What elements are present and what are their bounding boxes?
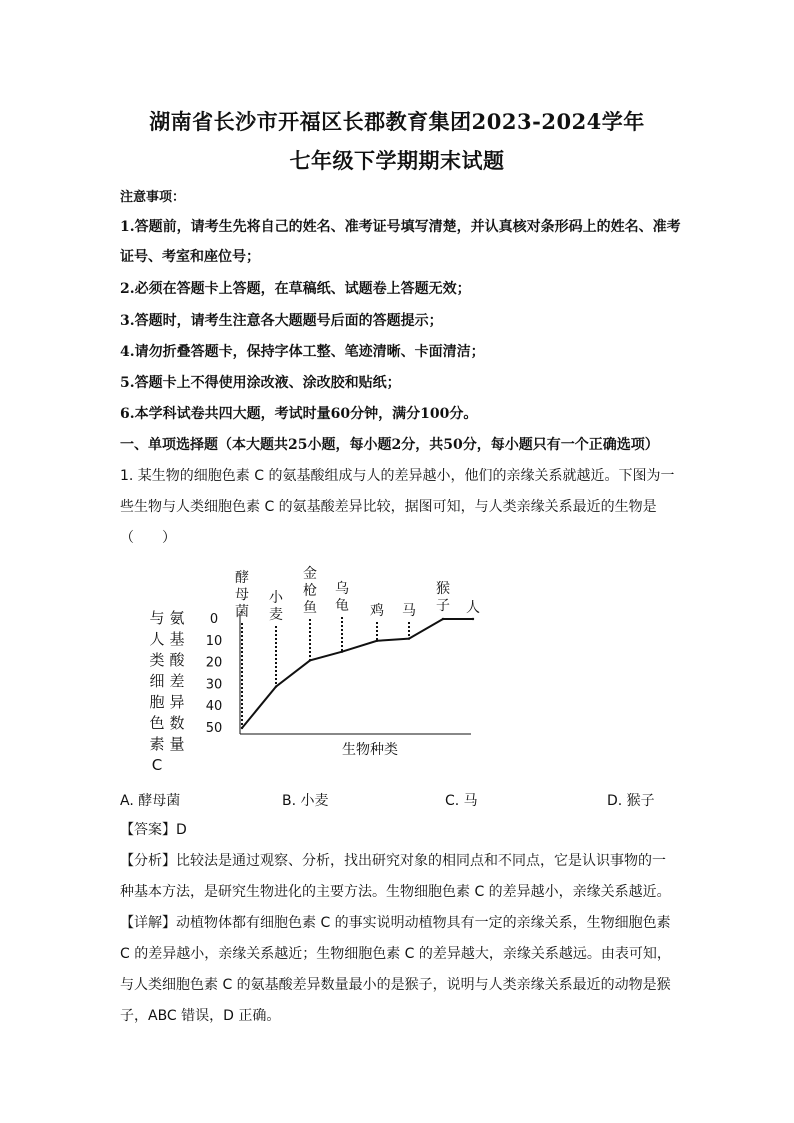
question-1-line3: （ ） xyxy=(120,530,176,546)
amino-acid-difference-chart xyxy=(140,560,490,770)
y-axis-title xyxy=(149,609,185,770)
category-label: 枪 xyxy=(303,583,317,599)
category-label: 酵 xyxy=(235,570,249,586)
category-label: 龟 xyxy=(335,598,349,614)
data-point xyxy=(472,618,474,620)
data-point xyxy=(309,659,311,661)
category-label: 小 xyxy=(269,590,283,606)
data-point xyxy=(275,685,277,687)
y-axis-title-char: 数 xyxy=(169,714,185,732)
y-tick-label: 20 xyxy=(205,655,223,671)
exam-title-line2: 七年级下学期期末试题 xyxy=(289,148,505,173)
data-point xyxy=(341,651,343,653)
y-tick-label: 40 xyxy=(205,699,223,715)
option-b[interactable]: B. 小麦 xyxy=(282,793,329,809)
y-axis-title-char: 类 xyxy=(149,651,165,669)
category-label: 菌 xyxy=(235,604,249,620)
detail-line2: C 的差异越小，亲缘关系越近；生物细胞色素 C 的差异越大，亲缘关系越远。由表可知， xyxy=(120,946,671,962)
detail-line3: 与人类细胞色素 C 的氨基酸差异数量最小的是猴子，说明与人类亲缘关系最近的动物是猴 xyxy=(120,977,671,993)
y-axis-title-char: C xyxy=(151,756,163,770)
category-label: 乌 xyxy=(335,581,349,597)
y-axis-title-char: 与 xyxy=(149,609,165,627)
data-point xyxy=(442,618,444,620)
analysis-line1: 【分析】比较法是通过观察、分析，找出研究对象的相同点和不同点，它是认识事物的一 xyxy=(120,853,666,869)
notice-1: 1.答题前，请考生先将自己的姓名、准考证号填写清楚，并认真核对条形码上的姓名、准考 xyxy=(120,219,681,235)
category-label: 子 xyxy=(436,598,450,614)
category-label: 鱼 xyxy=(303,600,317,616)
detail-line4: 子，ABC 错误，D 正确。 xyxy=(120,1008,281,1024)
y-axis-title-char: 胞 xyxy=(149,693,165,711)
category-label: 人 xyxy=(466,600,480,616)
y-axis-title-char: 氨 xyxy=(169,609,185,627)
y-axis-title-char: 细 xyxy=(149,672,165,690)
data-point xyxy=(376,640,378,642)
analysis-line2: 种基本方法，是研究生物进化的主要方法。生物细胞色素 C 的差异越小，亲缘关系越近。 xyxy=(120,884,671,900)
y-axis-title-char: 基 xyxy=(169,630,185,648)
category-label: 马 xyxy=(402,603,416,619)
category-label: 麦 xyxy=(269,607,283,623)
y-tick-label: 0 xyxy=(209,612,219,627)
data-point xyxy=(408,637,410,639)
y-axis-title-char: 酸 xyxy=(169,651,185,669)
x-axis-title: 生物种类 xyxy=(342,742,398,758)
category-label: 鸡 xyxy=(370,603,384,619)
y-axis-title-char: 量 xyxy=(169,735,185,753)
y-tick-label: 50 xyxy=(205,721,223,736)
y-axis-title-char: 异 xyxy=(169,693,185,711)
question-1-line1: 1. 某生物的细胞色素 C 的氨基酸组成与人的差异越小，他们的亲缘关系就越近。下图为一 xyxy=(120,468,675,484)
category-label: 猴 xyxy=(436,581,450,597)
notice-5: 5.答题卡上不得使用涂改液、涂改胶和贴纸； xyxy=(120,375,401,391)
answer-line: 【答案】D xyxy=(120,822,187,838)
notice-2: 2.必须在答题卡上答题，在草稿纸、试题卷上答题无效； xyxy=(120,281,471,297)
detail-line1: 【详解】动植物体都有细胞色素 C 的事实说明动植物具有一定的亲缘关系，生物细胞色素 xyxy=(120,915,671,931)
notice-4: 4.请勿折叠答题卡，保持字体工整、笔迹清晰、卡面清洁； xyxy=(120,344,485,360)
category-labels xyxy=(235,566,480,623)
option-d[interactable]: D. 猴子 xyxy=(607,793,655,809)
exam-title-line1: 湖南省长沙市开福区长郡教育集团2023-2024学年 xyxy=(149,109,645,134)
drop-lines xyxy=(242,617,409,728)
y-axis-title-char: 色 xyxy=(149,714,165,732)
notice-3: 3.答题时，请考生注意各大题题号后面的答题提示； xyxy=(120,313,443,329)
category-label: 母 xyxy=(235,587,249,603)
category-label: 金 xyxy=(303,566,317,582)
option-c[interactable]: C. 马 xyxy=(445,793,478,809)
option-a[interactable]: A. 酵母菌 xyxy=(120,793,181,809)
notice-1-cont: 证号、考室和座位号； xyxy=(120,249,260,265)
notice-heading: 注意事项： xyxy=(120,190,186,205)
y-tick-label: 30 xyxy=(205,677,223,693)
question-1-line2: 些生物与人类细胞色素 C 的氨基酸差异比较，据图可知，与人类亲缘关系最近的生物是 xyxy=(120,499,657,515)
y-ticks xyxy=(206,612,223,736)
y-tick-label: 10 xyxy=(205,633,223,649)
notice-6: 6.本学科试卷共四大题，考试时量60分钟，满分100分。 xyxy=(120,406,478,422)
y-axis-title-char: 差 xyxy=(169,672,185,690)
data-point xyxy=(241,727,243,729)
section-heading: 一、单项选择题（本大题共25小题，每小题2分，共50分，每小题只有一个正确选项） xyxy=(120,437,659,453)
y-axis-title-char: 素 xyxy=(149,735,165,753)
y-axis-title-char: 人 xyxy=(149,630,165,648)
